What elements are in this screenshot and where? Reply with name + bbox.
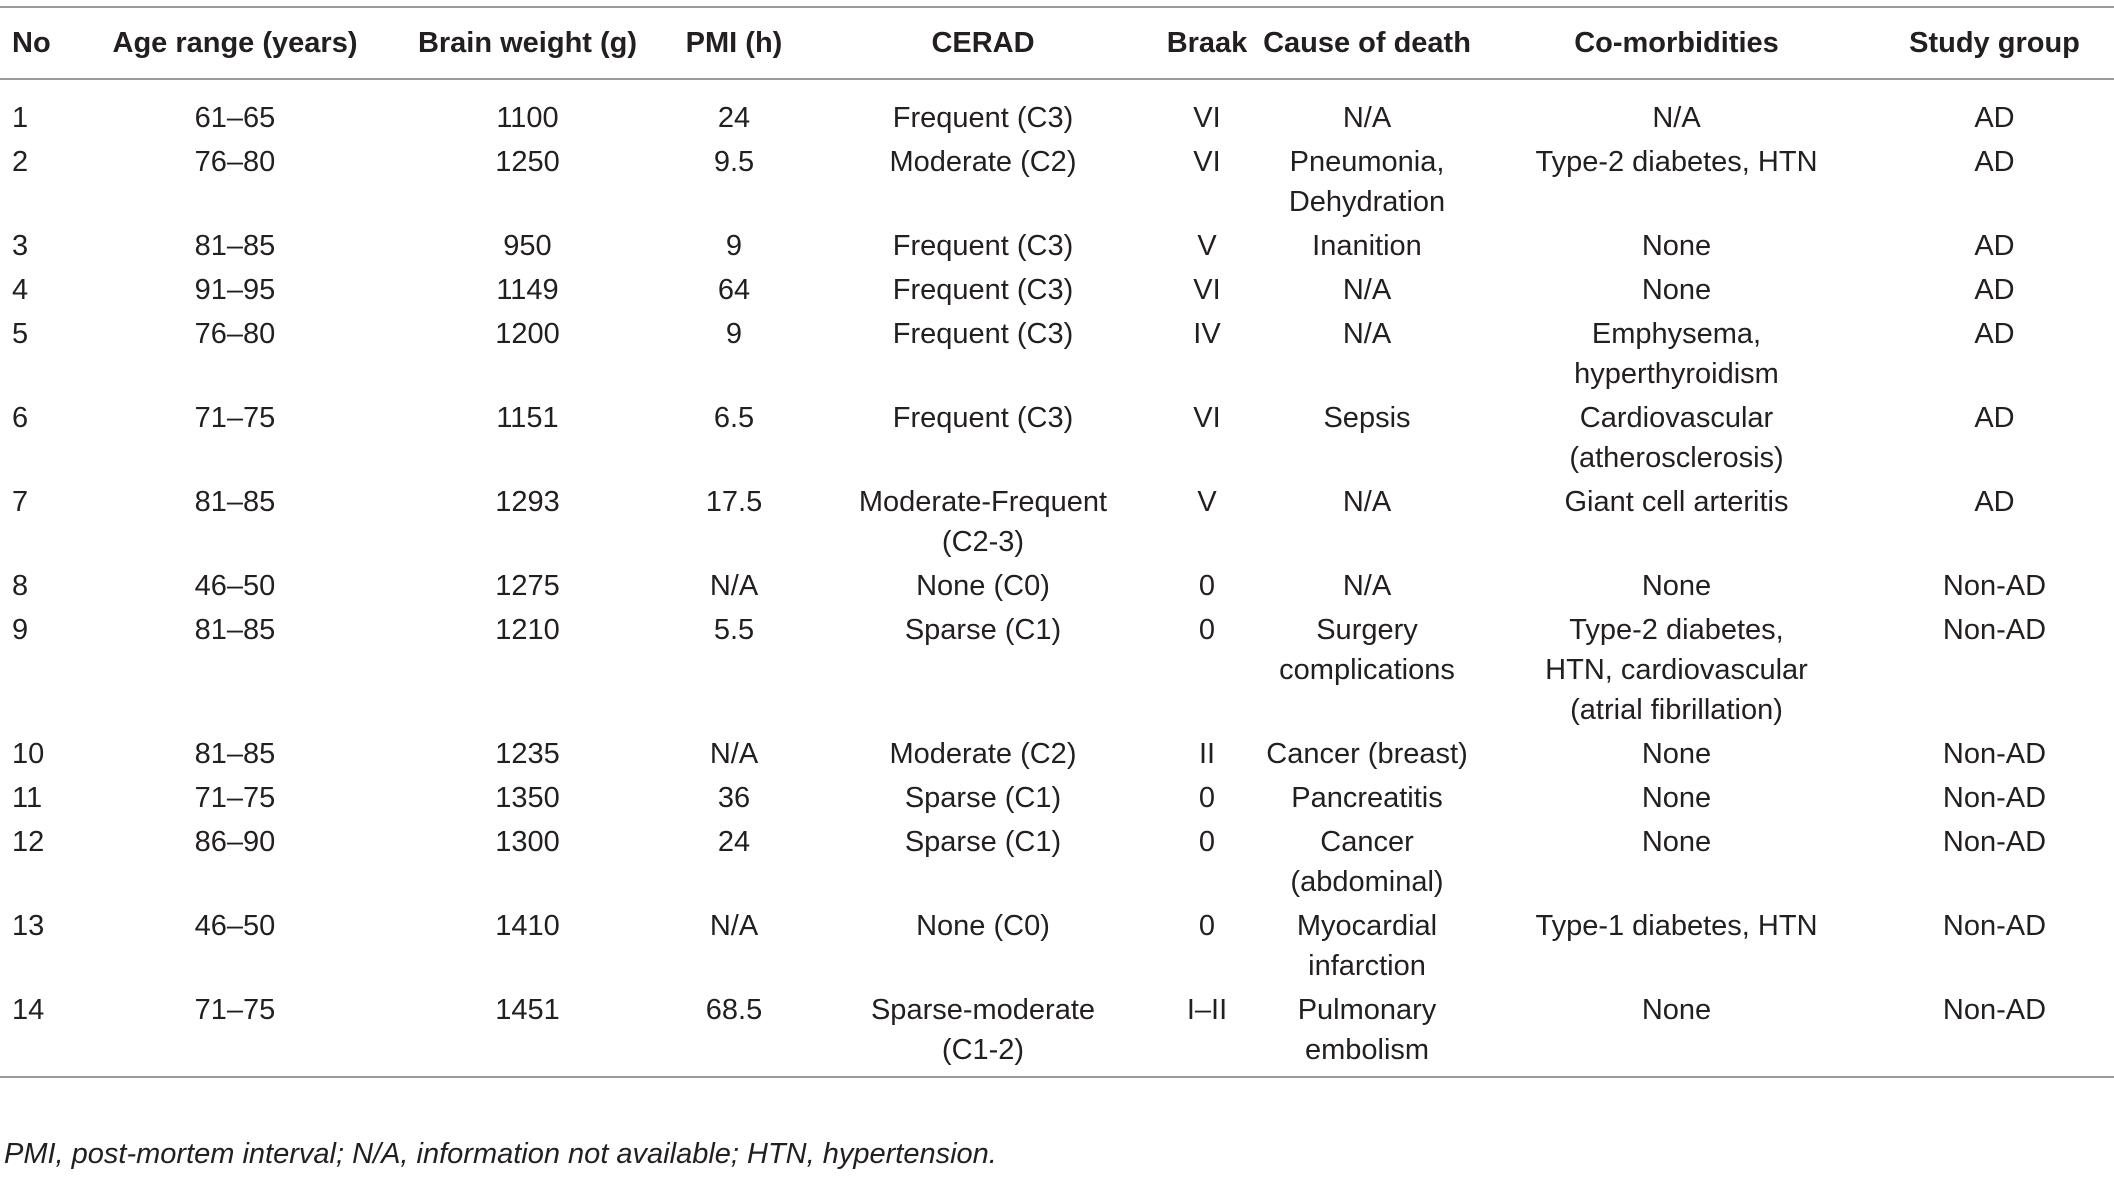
cell-cause-of-death (1256, 902, 1478, 986)
cell-age-range: 46–50 (194, 570, 276, 602)
cell-cause-of-death (1256, 138, 1478, 222)
header-comorbidities: Co-morbidities (1574, 27, 1779, 59)
cell-cause-of-death (1256, 478, 1478, 562)
cell-cerad (808, 222, 1158, 266)
table-row (0, 478, 2114, 562)
table-row (0, 730, 2114, 774)
header-brain-weight: Brain weight (g) (417, 27, 638, 59)
header-cerad: CERAD (931, 27, 1035, 59)
cell-cause-of-death-line: N/A (1342, 486, 1392, 518)
cell-age-range: 86–90 (194, 826, 276, 858)
cell-comorbidities-line: hyperthyroidism (1574, 358, 1779, 390)
cell-cerad-line: Frequent (C3) (892, 402, 1074, 434)
cell-cerad (808, 606, 1158, 730)
cell-brain-weight: 1100 (496, 102, 559, 134)
cell-comorbidities (1478, 478, 1875, 562)
cell-braak: VI (1193, 274, 1221, 306)
cell-pmi: N/A (709, 570, 759, 602)
cell-pmi: 64 (717, 274, 751, 306)
cell-no: 14 (12, 994, 45, 1026)
cell-cerad-line: Frequent (C3) (892, 274, 1074, 306)
cell-no: 12 (12, 826, 45, 858)
cell-study-group: Non-AD (1942, 738, 2047, 770)
cell-brain-weight: 1200 (495, 318, 560, 350)
cell-age-range: 81–85 (194, 486, 276, 518)
cell-comorbidities-line: Cardiovascular (1579, 402, 1774, 434)
cell-comorbidities (1478, 266, 1875, 310)
cell-cause-of-death-line: N/A (1342, 318, 1392, 350)
cell-age-range: 81–85 (194, 738, 276, 770)
table-row (0, 986, 2114, 1077)
cell-braak: II (1198, 738, 1216, 770)
cell-braak: VI (1193, 102, 1221, 134)
cell-braak: 0 (1198, 910, 1216, 942)
cell-brain-weight: 1350 (495, 782, 560, 814)
table-row (0, 902, 2114, 986)
cell-cerad-line: None (C0) (916, 570, 1050, 602)
table-row (0, 562, 2114, 606)
cell-cause-of-death (1256, 774, 1478, 818)
cell-cerad (808, 478, 1158, 562)
table-row (0, 138, 2114, 222)
cell-no: 5 (12, 318, 29, 350)
cell-brain-weight: 1250 (495, 146, 560, 178)
cell-no: 8 (12, 570, 29, 602)
cell-comorbidities-line: N/A (1652, 102, 1701, 134)
cell-cerad (808, 774, 1158, 818)
cell-comorbidities-line: (atrial fibrillation) (1570, 694, 1783, 726)
table-row (0, 266, 2114, 310)
cell-pmi: N/A (709, 738, 759, 770)
cell-cerad (808, 730, 1158, 774)
cell-cause-of-death (1256, 222, 1478, 266)
cell-study-group: Non-AD (1942, 570, 2047, 602)
cell-brain-weight: 1293 (495, 486, 560, 518)
cell-comorbidities-line: Type-1 diabetes, HTN (1535, 910, 1818, 942)
cell-pmi: 6.5 (713, 402, 755, 434)
cell-study-group: Non-AD (1942, 614, 2047, 646)
cell-comorbidities-line: Emphysema, (1591, 318, 1762, 350)
cell-no: 1 (12, 102, 29, 134)
cell-cause-of-death-line: Cancer (1320, 826, 1414, 858)
cell-braak: V (1197, 230, 1217, 262)
cell-cause-of-death (1256, 562, 1478, 606)
cell-no: 2 (12, 146, 29, 178)
table-header-row (0, 7, 2114, 79)
cell-braak: VI (1193, 402, 1221, 434)
cell-comorbidities-line: None (1641, 826, 1712, 858)
cell-braak: IV (1193, 318, 1221, 350)
cell-comorbidities (1478, 79, 1875, 138)
cell-comorbidities (1478, 774, 1875, 818)
cell-study-group: AD (1974, 146, 2015, 178)
cell-cerad-line: None (C0) (916, 910, 1050, 942)
cell-cause-of-death-line: complications (1279, 654, 1455, 686)
cell-braak: 0 (1198, 826, 1216, 858)
cell-no: 7 (12, 486, 29, 518)
cell-cause-of-death (1256, 606, 1478, 730)
cell-comorbidities-line: None (1641, 274, 1712, 306)
table-row (0, 79, 2114, 138)
cell-cause-of-death-line: Cancer (breast) (1266, 738, 1468, 770)
cell-comorbidities (1478, 606, 1875, 730)
cell-cause-of-death (1256, 79, 1478, 138)
cell-comorbidities (1478, 818, 1875, 902)
cell-pmi: 9 (725, 230, 743, 262)
cell-comorbidities (1478, 222, 1875, 266)
cell-pmi: 5.5 (713, 614, 755, 646)
cell-comorbidities-line: None (1641, 738, 1712, 770)
cell-brain-weight: 1275 (495, 570, 560, 602)
cell-cause-of-death (1256, 818, 1478, 902)
cell-cerad (808, 394, 1158, 478)
cell-cause-of-death (1256, 394, 1478, 478)
cell-age-range: 81–85 (194, 230, 276, 262)
cell-comorbidities (1478, 730, 1875, 774)
cell-study-group: AD (1974, 318, 2015, 350)
cell-comorbidities-line: None (1641, 782, 1712, 814)
cell-cerad-line: Moderate-Frequent (858, 486, 1108, 518)
header-study-group: Study group (1909, 27, 2080, 59)
table-row (0, 818, 2114, 902)
cell-braak: 0 (1198, 614, 1216, 646)
cell-cerad-line: (C1-2) (941, 1034, 1025, 1066)
cell-cause-of-death-line: N/A (1342, 274, 1392, 306)
cell-pmi: N/A (709, 910, 759, 942)
cell-study-group: AD (1974, 274, 2015, 306)
header-braak: Braak (1166, 27, 1248, 59)
header-age-range: Age range (years) (112, 27, 358, 59)
cell-pmi: 9 (725, 318, 743, 350)
cell-brain-weight: 1235 (495, 738, 560, 770)
cell-study-group: AD (1974, 486, 2015, 518)
data-table-container (0, 6, 2114, 1078)
cell-comorbidities (1478, 902, 1875, 986)
cell-age-range: 71–75 (194, 782, 276, 814)
cell-age-range: 81–85 (194, 614, 276, 646)
table-row (0, 606, 2114, 730)
cell-study-group: Non-AD (1942, 782, 2047, 814)
cell-age-range: 71–75 (194, 994, 276, 1026)
cell-cause-of-death-line: Pancreatitis (1291, 782, 1443, 814)
cell-no: 10 (12, 738, 45, 770)
cell-age-range: 76–80 (194, 146, 276, 178)
cell-braak: VI (1193, 146, 1221, 178)
cell-no: 11 (12, 782, 43, 814)
table-footnote: PMI, post-mortem interval; N/A, information not available; HTN, hypertension. (4, 1138, 997, 1170)
cell-age-range: 46–50 (194, 910, 276, 942)
cell-brain-weight: 1210 (495, 614, 560, 646)
table-row (0, 394, 2114, 478)
cell-cerad-line: Sparse (C1) (904, 826, 1062, 858)
cell-cause-of-death-line: Myocardial (1296, 910, 1438, 942)
cell-cause-of-death-line: Sepsis (1323, 402, 1411, 434)
cell-no: 13 (12, 910, 45, 942)
table-body (0, 79, 2114, 1077)
header-pmi: PMI (h) (685, 27, 783, 59)
cell-cerad-line: Sparse (C1) (904, 614, 1062, 646)
header-cause-of-death: Cause of death (1263, 27, 1471, 59)
cell-cause-of-death-line: Dehydration (1288, 186, 1446, 218)
cell-cause-of-death (1256, 266, 1478, 310)
cell-cause-of-death-line: Pneumonia, (1289, 146, 1445, 178)
cell-cause-of-death-line: N/A (1342, 102, 1392, 134)
cell-cerad (808, 79, 1158, 138)
cell-cerad-line: Sparse-moderate (870, 994, 1096, 1026)
cell-cerad (808, 986, 1158, 1077)
cell-age-range: 71–75 (194, 402, 276, 434)
cell-cause-of-death (1256, 730, 1478, 774)
cell-pmi: 68.5 (705, 994, 763, 1026)
cell-cerad (808, 266, 1158, 310)
cell-comorbidities-line: None (1641, 230, 1712, 262)
brain-samples-table (0, 6, 2114, 1078)
cell-study-group: Non-AD (1942, 826, 2047, 858)
cell-study-group: Non-AD (1942, 994, 2047, 1026)
cell-cerad-line: (C2-3) (941, 526, 1025, 558)
cell-cerad (808, 818, 1158, 902)
cell-study-group: Non-AD (1942, 910, 2047, 942)
cell-cause-of-death-line: Surgery (1316, 614, 1418, 646)
cell-comorbidities-line: Type-2 diabetes, (1569, 614, 1784, 646)
cell-cause-of-death-line: Inanition (1312, 230, 1422, 262)
cell-comorbidities-line: HTN, cardiovascular (1545, 654, 1808, 686)
cell-cause-of-death-line: infarction (1308, 950, 1426, 982)
cell-cause-of-death (1256, 986, 1478, 1077)
cell-comorbidities-line: (atherosclerosis) (1569, 442, 1784, 474)
cell-braak: 0 (1198, 570, 1216, 602)
cell-brain-weight: 1451 (495, 994, 560, 1026)
table-row (0, 222, 2114, 266)
cell-study-group: AD (1974, 230, 2015, 262)
cell-pmi: 24 (717, 826, 751, 858)
cell-cause-of-death-line: (abdominal) (1290, 866, 1444, 898)
cell-brain-weight: 1149 (496, 274, 559, 306)
cell-no: 4 (12, 274, 29, 306)
cell-comorbidities-line: Type-2 diabetes, HTN (1535, 146, 1818, 178)
cell-braak: I–II (1186, 994, 1228, 1026)
cell-brain-weight: 950 (503, 230, 552, 262)
cell-comorbidities-line: None (1641, 994, 1712, 1026)
cell-comorbidities-line: Giant cell arteritis (1564, 486, 1789, 518)
cell-no: 3 (12, 230, 29, 262)
cell-braak: 0 (1198, 782, 1216, 814)
cell-study-group: AD (1974, 102, 2015, 134)
cell-comorbidities (1478, 310, 1875, 394)
cell-age-range: 61–65 (194, 102, 276, 134)
cell-brain-weight: 1300 (495, 826, 560, 858)
table-row (0, 310, 2114, 394)
cell-age-range: 76–80 (194, 318, 276, 350)
cell-pmi: 9.5 (713, 146, 755, 178)
cell-no: 6 (12, 402, 29, 434)
cell-cerad-line: Moderate (C2) (889, 146, 1077, 178)
cell-age-range: 91–95 (194, 274, 276, 306)
cell-cause-of-death-line: embolism (1304, 1034, 1430, 1066)
cell-no: 9 (12, 614, 29, 646)
cell-comorbidities (1478, 986, 1875, 1077)
header-no: No (12, 27, 51, 59)
cell-brain-weight: 1151 (496, 402, 559, 434)
cell-cerad-line: Frequent (C3) (892, 230, 1074, 262)
cell-pmi: 24 (717, 102, 751, 134)
cell-cause-of-death-line: N/A (1342, 570, 1392, 602)
cell-cerad (808, 562, 1158, 606)
cell-cerad (808, 310, 1158, 394)
cell-comorbidities (1478, 562, 1875, 606)
cell-study-group: AD (1974, 402, 2015, 434)
cell-cerad-line: Frequent (C3) (892, 102, 1074, 134)
cell-cause-of-death-line: Pulmonary (1297, 994, 1437, 1026)
cell-cerad-line: Moderate (C2) (889, 738, 1077, 770)
cell-comorbidities-line: None (1641, 570, 1712, 602)
cell-cause-of-death (1256, 310, 1478, 394)
cell-brain-weight: 1410 (495, 910, 560, 942)
cell-cerad (808, 902, 1158, 986)
cell-cerad-line: Frequent (C3) (892, 318, 1074, 350)
cell-pmi: 17.5 (705, 486, 763, 518)
cell-braak: V (1197, 486, 1217, 518)
cell-comorbidities (1478, 138, 1875, 222)
cell-pmi: 36 (717, 782, 751, 814)
cell-cerad-line: Sparse (C1) (904, 782, 1062, 814)
cell-comorbidities (1478, 394, 1875, 478)
cell-cerad (808, 138, 1158, 222)
table-row (0, 774, 2114, 818)
